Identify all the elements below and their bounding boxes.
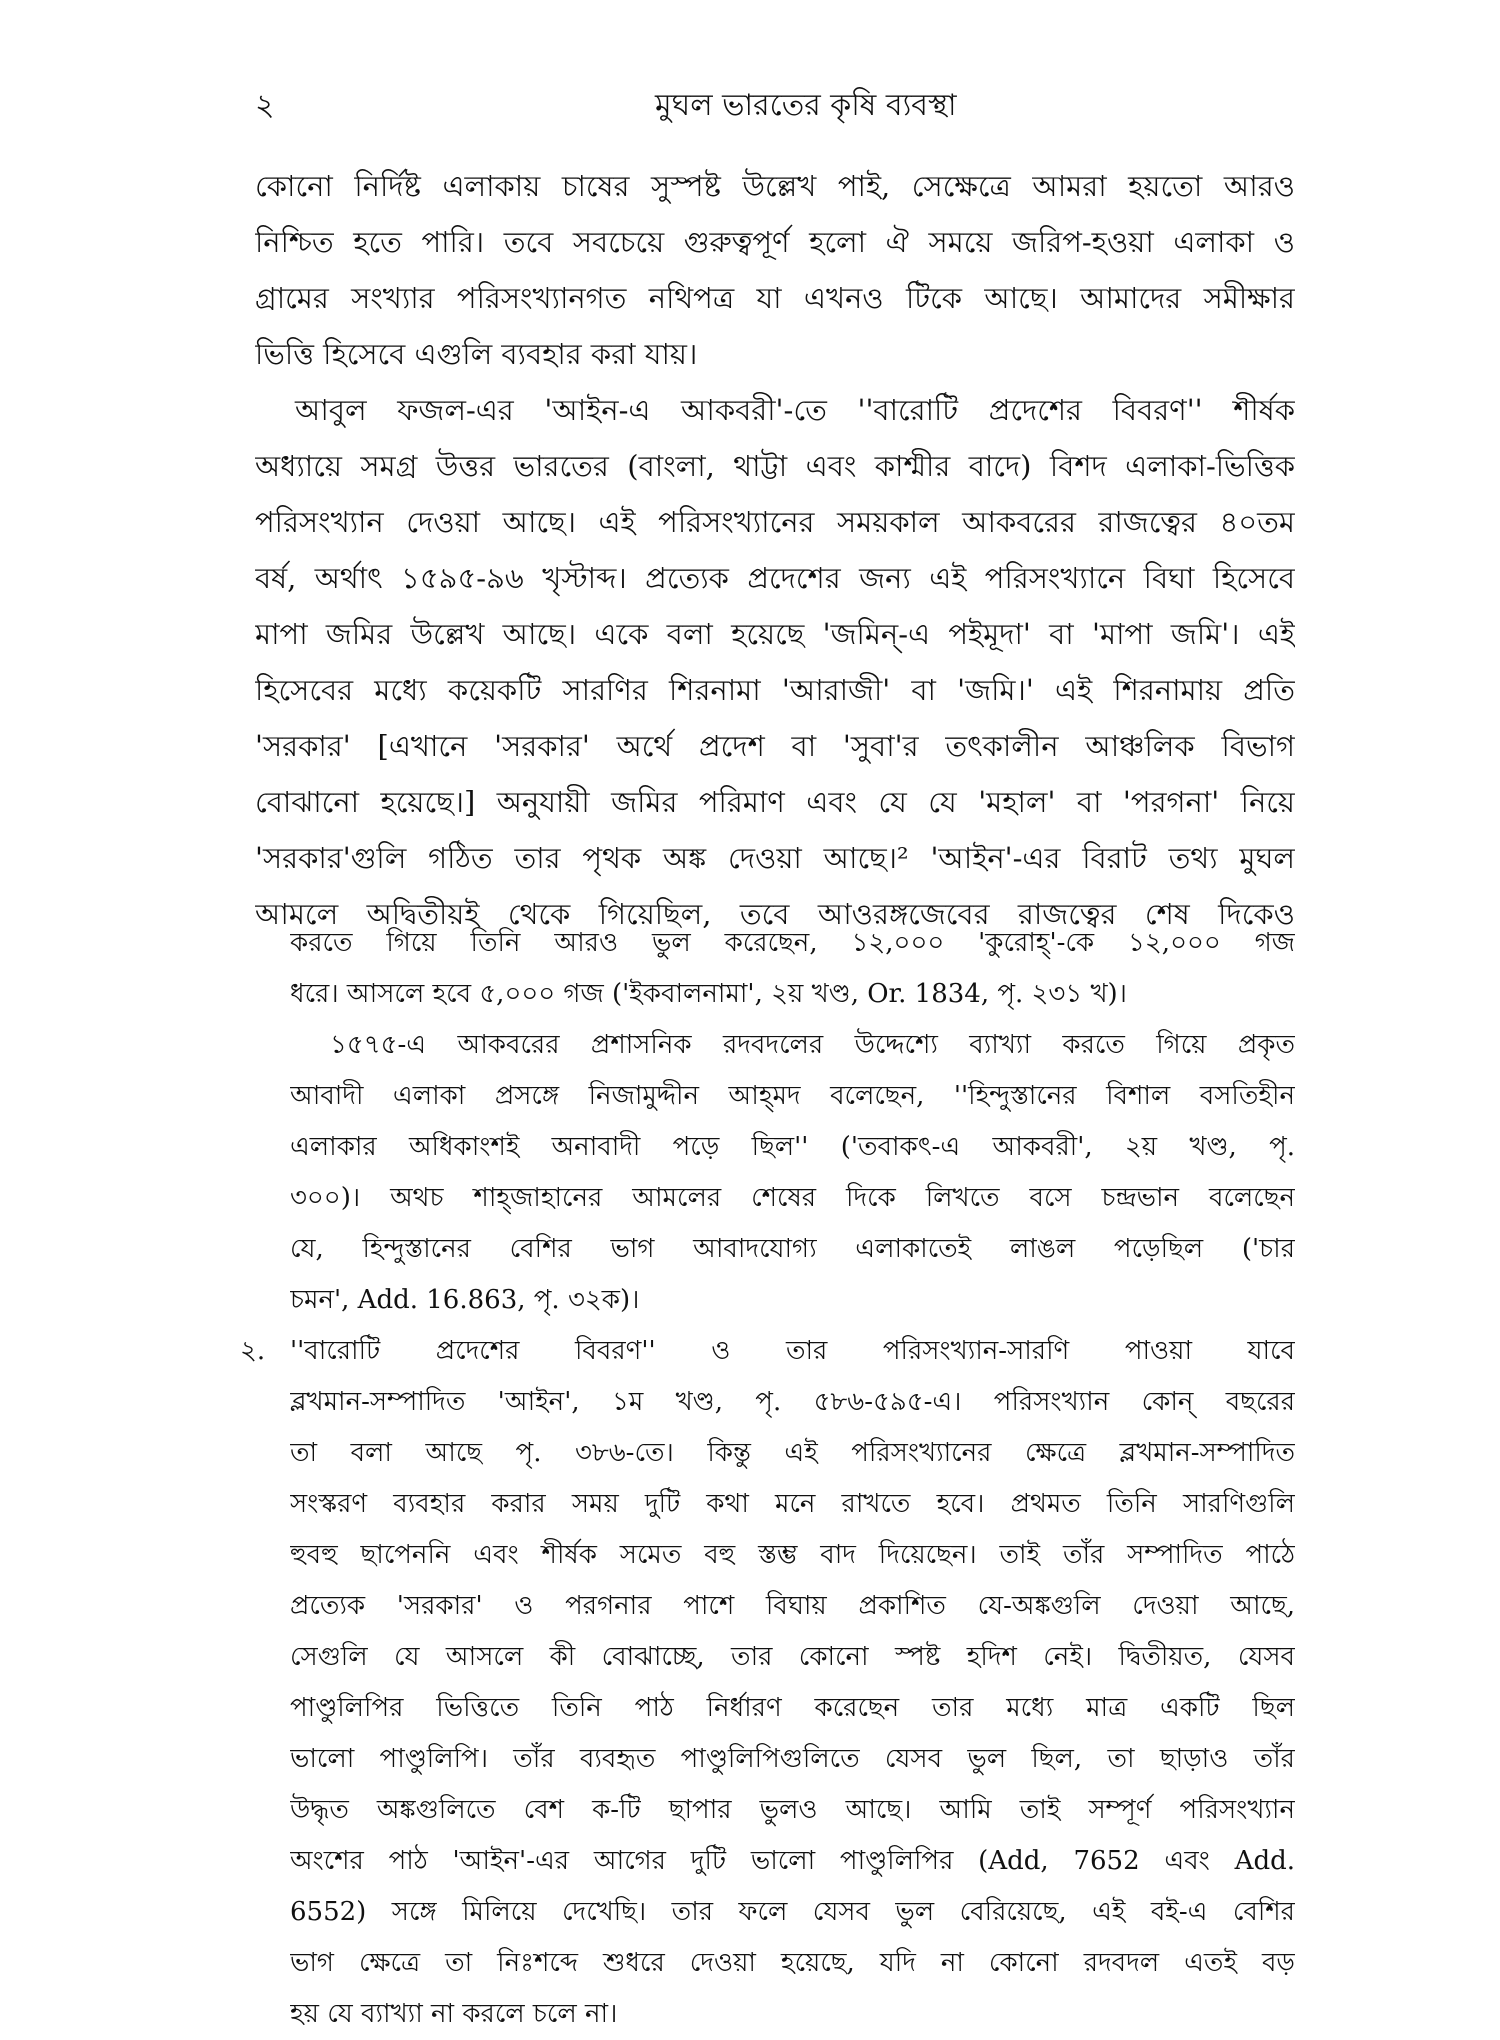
footnote-line: সেগুলি যে আসলে কী বোঝাচ্ছে, তার কোনো স্পষ্ট হদিশ নেই। দ্বিতীয়ত, যেসব	[290, 1642, 1295, 1672]
footnote-line: উদ্ধৃত অঙ্কগুলিতে বেশ ক-টি ছাপার ভুলও আছে। আমি তাই সম্পূর্ণ পরিসংখ্যান	[290, 1795, 1295, 1825]
text-line: হিসেবের মধ্যে কয়েকটি সারণির শিরনামা 'আরাজী' বা 'জমি।' এই শিরনামায় প্রতি	[255, 673, 1295, 707]
running-title: মুঘল ভারতের কৃষি ব্যবস্থা	[655, 88, 957, 123]
footnote-line: করতে গিয়ে তিনি আরও ভুল করেছেন, ১২,০০০ 'কুরোহ্‌'-কে ১২,০০০ গজ	[290, 928, 1295, 958]
text-line: বোঝানো হয়েছে।] অনুযায়ী জমির পরিমাণ এবং যে যে 'মহাল' বা 'পরগনা' নিয়ে	[255, 785, 1295, 819]
footnote-line: চমন', Add. 16.863, পৃ. ৩২ক)।	[290, 1285, 640, 1315]
footnote-line: হয় যে ব্যাখ্যা না করলে চলে না।	[290, 1999, 618, 2029]
text-line: 'সরকার'গুলি গঠিত তার পৃথক অঙ্ক দেওয়া আছে।² 'আইন'-এর বিরাট তথ্য মুঘল	[255, 841, 1295, 875]
footnote-line: যে, হিন্দুস্তানের বেশির ভাগ আবাদযোগ্য এলাকাতেই লাঙল পড়েছিল ('চার	[290, 1234, 1295, 1264]
page-number: ২	[255, 88, 275, 123]
footnote-line: ধরে। আসলে হবে ৫,০০০ গজ ('ইকবালনামা', ২য় খণ্ড, Or. 1834, পৃ. ২৩১ খ)।	[290, 979, 1127, 1009]
footnote-line: অংশের পাঠ 'আইন'-এর আগের দুটি ভালো পাণ্ডুলিপির (Add, 7652 এবং Add.	[290, 1846, 1295, 1876]
footnote-line: তা বলা আছে পৃ. ৩৮৬-তে। কিন্তু এই পরিসংখ্যানের ক্ষেত্রে ব্লখমান-সম্পাদিত	[290, 1438, 1295, 1468]
text-line: আবুল ফজল-এর 'আইন-এ আকবরী'-তে ''বারোটি প্রদেশের বিবরণ'' শীর্ষক	[295, 393, 1295, 427]
footnote-line: প্রত্যেক 'সরকার' ও পরগনার পাশে বিঘায় প্রকাশিত যে-অঙ্কগুলি দেওয়া আছে,	[290, 1591, 1295, 1621]
footnote-line: ভালো পাণ্ডুলিপি। তাঁর ব্যবহৃত পাণ্ডুলিপিগুলিতে যেসব ভুল ছিল, তা ছাড়াও তাঁর	[290, 1744, 1295, 1774]
text-line: অধ্যায়ে সমগ্র উত্তর ভারতের (বাংলা, থাট্টা এবং কাশ্মীর বাদে) বিশদ এলাকা-ভিত্তিক	[255, 449, 1295, 483]
footnote-line: ব্লখমান-সম্পাদিত 'আইন', ১ম খণ্ড, পৃ. ৫৮৬-৫৯৫-এ। পরিসংখ্যান কোন্‌ বছরের	[290, 1387, 1295, 1417]
text-line: আমলে অদ্বিতীয়ই থেকে গিয়েছিল, তবে আওরঙ্গজেবের রাজত্বের শেষ দিকেও	[255, 897, 1295, 931]
footnote-line: ''বারোটি প্রদেশের বিবরণ'' ও তার পরিসংখ্যান-সারণি পাওয়া যাবে	[290, 1336, 1295, 1366]
footnote-line: ৩০০)। অথচ শাহ্‌জাহানের আমলের শেষের দিকে লিখতে বসে চন্দ্রভান বলেছেন	[290, 1183, 1295, 1213]
footnote-line: পাণ্ডুলিপির ভিত্তিতে তিনি পাঠ নির্ধারণ করেছেন তার মধ্যে মাত্র একটি ছিল	[290, 1693, 1295, 1723]
text-line: পরিসংখ্যান দেওয়া আছে। এই পরিসংখ্যানের সময়কাল আকবরের রাজত্বের ৪০তম	[255, 505, 1295, 539]
text-line: ভিত্তি হিসেবে এগুলি ব্যবহার করা যায়।	[255, 337, 698, 371]
text-line: মাপা জমির উল্লেখ আছে। একে বলা হয়েছে 'জমিন্‌-এ পইমূদা' বা 'মাপা জমি'। এই	[255, 617, 1295, 651]
text-line: কোনো নির্দিষ্ট এলাকায় চাষের সুস্পষ্ট উল্লেখ পাই, সেক্ষেত্রে আমরা হয়তো আরও	[255, 169, 1295, 203]
footnote-1-continuation	[290, 918, 1295, 1326]
footnote-line: ভাগ ক্ষেত্রে তা নিঃশব্দে শুধরে দেওয়া হয়েছে, যদি না কোনো রদবদল এতই বড়	[290, 1948, 1295, 1978]
footnote-line: আবাদী এলাকা প্রসঙ্গে নিজামুদ্দীন আহ্‌মদ বলেছেন, ''হিন্দুস্তানের বিশাল বসতিহীন	[290, 1081, 1295, 1111]
footnotes	[240, 918, 1295, 2040]
page-header	[255, 82, 1295, 130]
text-line: 'সরকার' [এখানে 'সরকার' অর্থে প্রদেশ বা 'সুবা'র তৎকালীন আঞ্চলিক বিভাগ	[255, 729, 1295, 763]
text-line: নিশ্চিত হতে পারি। তবে সবচেয়ে গুরুত্বপূর্ণ হলো ঐ সময়ে জরিপ-হওয়া এলাকা ও	[255, 225, 1295, 259]
footnote-line: সংস্করণ ব্যবহার করার সময় দুটি কথা মনে রাখতে হবে। প্রথমত তিনি সারণিগুলি	[290, 1489, 1295, 1519]
text-line: বর্ষ, অর্থাৎ ১৫৯৫-৯৬ খৃস্টাব্দ। প্রত্যেক প্রদেশের জন্য এই পরিসংখ্যানে বিঘা হিসেবে	[255, 561, 1295, 595]
footnote-line: হুবহু ছাপেননি এবং শীর্ষক সমেত বহু স্তম্ভ বাদ দিয়েছেন। তাই তাঁর সম্পাদিত পাঠে	[290, 1540, 1295, 1570]
footnote-line: 6552) সঙ্গে মিলিয়ে দেখেছি। তার ফলে যেসব ভুল বেরিয়েছে, এই বই-এ বেশির	[290, 1897, 1295, 1927]
footnote-number: ২.	[240, 1336, 266, 1366]
footnote-line: এলাকার অধিকাংশই অনাবাদী পড়ে ছিল'' ('তবাকৎ-এ আকবরী', ২য় খণ্ড, পৃ.	[290, 1132, 1295, 1162]
main-text	[255, 158, 1295, 942]
text-line: গ্রামের সংখ্যার পরিসংখ্যানগত নথিপত্র যা এখনও টিকে আছে। আমাদের সমীক্ষার	[255, 281, 1295, 315]
footnote-2	[240, 1326, 1295, 2040]
footnote-line: ১৫৭৫-এ আকবরের প্রশাসনিক রদবদলের উদ্দেশ্যে ব্যাখ্যা করতে গিয়ে প্রকৃত	[330, 1030, 1295, 1060]
